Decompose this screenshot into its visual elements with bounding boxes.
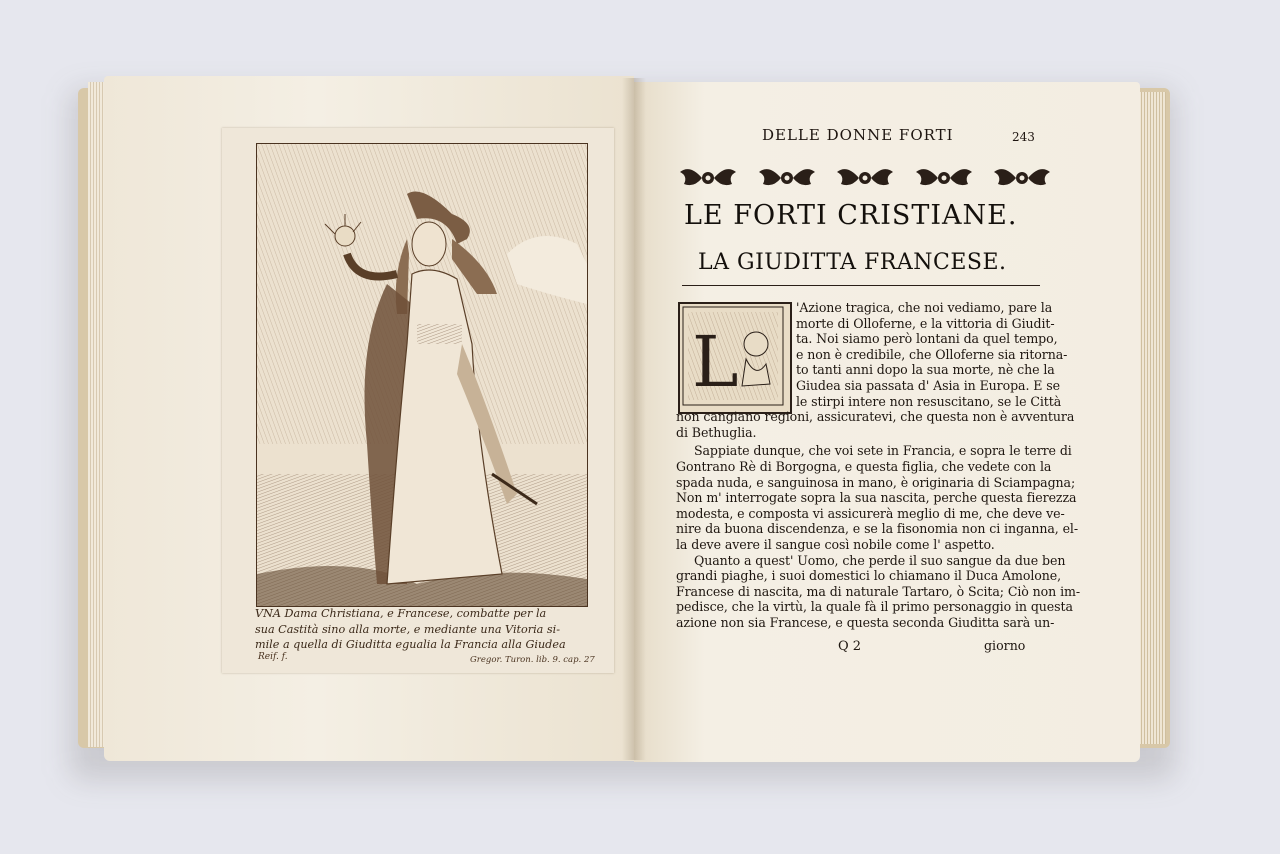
body-line: e non è credibile, che Olloferne sia ritorna-	[796, 346, 1068, 362]
body-line: Quanto a quest' Uomo, che perde il suo sangue da due ben	[694, 552, 1066, 568]
caption-line-1: VNA Dama Christiana, e Francese, combatte per la	[255, 607, 547, 620]
chapter-subtitle: LA GIUDITTA FRANCESE.	[698, 250, 1007, 275]
title-rule	[682, 285, 1040, 286]
body-line: nire da buona discendenza, e se la fisonomia non ci inganna, el-	[676, 521, 1079, 537]
fleuron-icon	[676, 162, 740, 194]
decorated-initial-l	[678, 302, 792, 414]
caption-line-3: mile a quella di Giuditta egualia la Francia alla Giudea	[255, 638, 566, 651]
body-line: Sappiate dunque, che voi sete in Francia, e sopra le terre di	[694, 443, 1072, 459]
plate-caption	[255, 606, 595, 653]
body-line: modesta, e composta vi assicurerà meglio di me, che deve ve-	[676, 505, 1065, 521]
source-reference: Gregor. Turon. lib. 9. cap. 27	[470, 655, 595, 665]
engraver-signature: Reif. f.	[258, 652, 288, 662]
engraving-christian-lady	[256, 143, 588, 607]
chapter-title: LE FORTI CRISTIANE.	[684, 200, 1018, 231]
fleuron-icon	[990, 162, 1054, 194]
caption-line-2: sua Castità sino alla morte, e mediante una Vitoria si-	[255, 622, 561, 636]
body-line: pedisce, che la virtù, la quale fà il primo personaggio in questa	[676, 599, 1073, 615]
body-line: la deve avere il sangue così nobile come l' aspetto.	[676, 537, 995, 552]
svg-text:L: L	[692, 321, 739, 403]
body-line: Gontrano Rè di Borgogna, e questa figlia, che vedete con la	[676, 459, 1052, 474]
body-line: grandi piaghe, i suoi domestici lo chiamano il Duca Amolone,	[676, 568, 1062, 584]
body-line: Giudea sia passata d' Asia in Europa. E se	[796, 378, 1060, 393]
running-head: DELLE DONNE FORTI	[762, 126, 954, 144]
body-line: ta. Noi siamo però lontani da quel tempo,	[796, 331, 1058, 347]
book-gutter	[622, 78, 646, 760]
body-line: Non m' interrogate sopra la sua nascita, perche questa fierezza	[676, 490, 1077, 506]
fleuron-icon	[755, 162, 819, 194]
body-line: 'Azione tragica, che noi vediamo, pare la	[796, 300, 1053, 315]
body-line: to tanti anni dopo la sua morte, nè che la	[796, 362, 1055, 378]
body-line: le stirpi intere non resuscitano, se le Città	[796, 393, 1062, 409]
body-line: morte di Olloferne, e la vittoria di Giudit-	[796, 315, 1055, 331]
ornament-band	[676, 162, 1054, 194]
body-line: azione non sia Francese, e questa seconda Giuditta sarà un-	[676, 615, 1055, 630]
body-line: Francese di nascita, ma di naturale Tartaro, ò Scita; Ciò non im-	[676, 583, 1081, 599]
body-line: spada nuda, e sanguinosa in mano, è originaria di Sciampagna;	[676, 474, 1076, 490]
page-number: 243	[1012, 130, 1035, 144]
gathering-signature: Q 2	[838, 639, 862, 654]
fleuron-icon	[833, 162, 897, 194]
body-line: di Bethuglia.	[676, 424, 757, 440]
fleuron-icon	[912, 162, 976, 194]
catchword: giorno	[984, 638, 1026, 653]
body-line: non cangiano regioni, assicuratevi, che questa non è avventura	[676, 409, 1075, 425]
